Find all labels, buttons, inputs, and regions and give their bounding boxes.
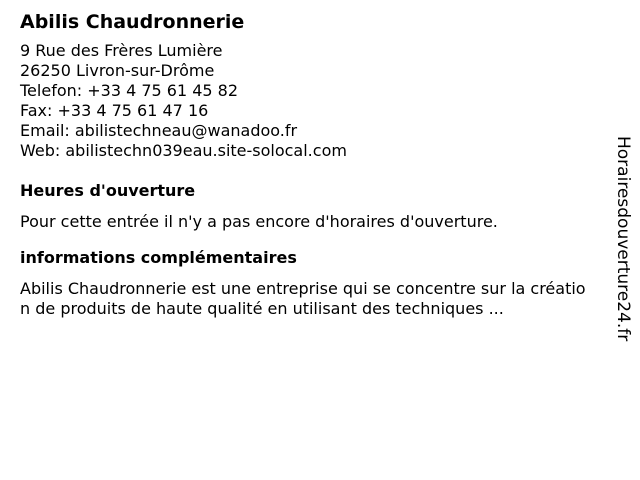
email-address: Email: abilistechneau@wanadoo.fr bbox=[20, 121, 298, 140]
additional-info-heading: informations complémentaires bbox=[20, 248, 297, 267]
opening-hours-heading: Heures d'ouverture bbox=[20, 181, 196, 200]
website-address: Web: abilistechn039eau.site-solocal.com bbox=[20, 141, 347, 160]
street-address: 9 Rue des Frères Lumière bbox=[20, 41, 223, 60]
additional-info-text: Abilis Chaudronnerie est une entreprise qui se concentre sur la création de produits de haute qualité en utilisant des techniques ... bbox=[20, 279, 586, 318]
opening-hours-text: Pour cette entrée il n'y a pas encore d'horaires d'ouverture. bbox=[20, 212, 498, 231]
site-brand-vertical: Horairesdouverture24.fr bbox=[613, 136, 633, 342]
business-card bbox=[20, 10, 600, 319]
phone-number: Telefon: +33 4 75 61 45 82 bbox=[20, 81, 239, 100]
fax-number: Fax: +33 4 75 61 47 16 bbox=[20, 101, 209, 120]
business-name: Abilis Chaudronnerie bbox=[20, 11, 245, 33]
postal-city: 26250 Livron-sur-Drôme bbox=[20, 61, 215, 80]
address-block bbox=[20, 41, 600, 161]
